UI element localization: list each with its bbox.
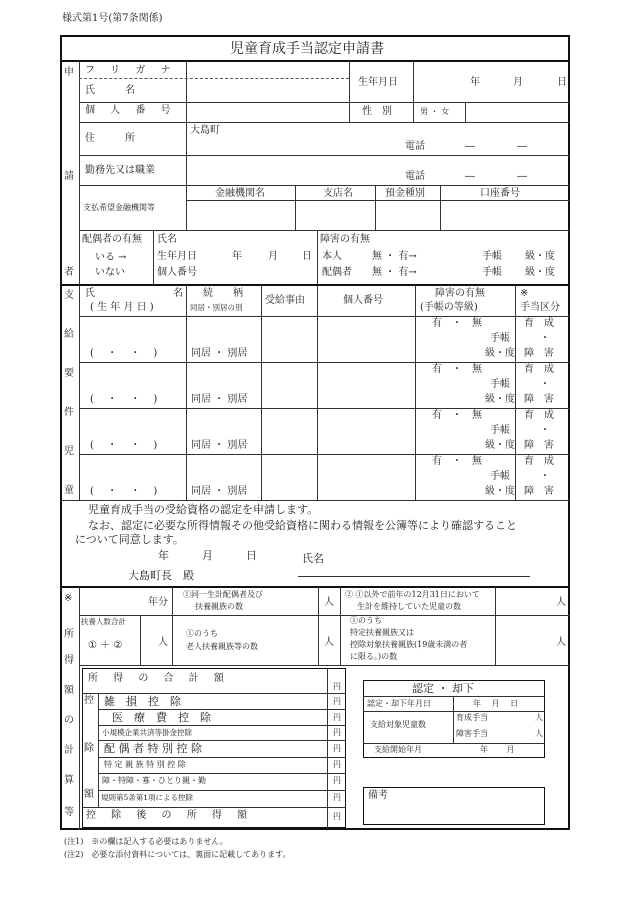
deduction-3: 小規模企業共済等掛金控除 [102,728,192,737]
dob-label: 生年月日 [358,77,398,88]
note-2: (注2) 必要な添付資料については、裏面に記載してあります。 [64,850,291,859]
child-disab-yn: 有 ・ 無 [432,364,482,375]
r2a-label: 扶養人数合計 [81,617,126,626]
child-live: 同居 ・ 別居 [191,394,248,405]
name-label: 氏 名 [85,85,135,96]
child-live: 同居 ・ 別居 [191,348,248,359]
spouse-dob-year: 年 [232,251,242,262]
bank-col-account: 口座番号 [480,188,520,199]
child-cat-a: 育 成 [524,318,554,329]
disab-spouse-grade: 級・度 [525,267,555,278]
child-dob: ( ・ ・ ) [90,440,158,451]
child-h-mark: ※ [520,288,529,299]
child-cat-b: 障 害 [524,486,554,497]
spouse-dob-month: 月 [268,251,278,262]
child-h-name: 氏 名 [85,288,183,299]
spouse-dob-label: 生年月日 [157,251,197,262]
mynumber-label: 個 人 番 号 [85,105,177,116]
count-shogai: 障害手当 [456,729,488,738]
approval-header: 認定 ・ 却下 [412,682,474,695]
count-shogai-unit: 人 [535,729,543,738]
count-ikusei: 育成手当 [456,713,488,722]
r2b-line2: 老人扶養親族等の数 [186,642,258,651]
declaration-addressee: 大島町長 殿 [128,569,194,582]
declaration-line1: 児童育成手当の受給資格の認定を申請します。 [88,503,319,516]
approval-date-value: 年 月 日 [473,699,519,708]
nendo-label: 年分 [148,597,168,608]
child-h-mynumber: 個人番号 [343,295,383,306]
r1c-line2: 生計を維持していた児童の数 [357,602,461,611]
child-notebook: 手帳 [490,471,510,482]
deduct-char-2: 除 [84,743,94,754]
declaration-line3: について同意します。 [75,533,184,546]
deduction-2: 医 療 費 控 除 [112,711,211,724]
spouse-yes: いる → [95,252,127,263]
child-cat-b: 障 害 [524,348,554,359]
side-label-sha: 者 [64,267,74,278]
dob-day: 日 [557,77,567,88]
form-number: 様式第1号(第7条関係) [62,13,163,24]
r1b-line2: 扶養親族の数 [195,602,243,611]
r2c-line2: 特定扶養親族又は [350,628,414,637]
start-label: 支給開始年月 [374,745,422,754]
sex-value: 男 ・ 女 [420,107,450,116]
declaration-line2: なお、認定に必要な所得情報その他受給資格に関わる情報を公簿等により確認すること [88,519,517,532]
office-side-3: 額 [64,685,74,696]
child-cat-dot: ・ [540,471,550,482]
r2b-line1: ①のうち [186,629,218,638]
spouse-no: いない [95,267,125,278]
child-h-disab: 障害の有無 [435,288,485,299]
bank-col-type: 預金種別 [385,188,425,199]
spouse-name-label: 氏名 [157,234,177,245]
child-dob: ( ・ ・ ) [90,348,158,359]
child-grade: 級・度 [485,486,515,497]
deduction-3-yen: 円 [333,728,341,737]
r2c-line4: に限る。)の数 [350,652,398,661]
address-tel-dash1: ― [465,141,475,152]
address-value: 大島町 [190,125,220,136]
sex-label: 性 別 [362,106,392,117]
disab-spouse-value: 無 ・ 有→ [372,267,417,278]
r2a-value: ① ＋ ② [88,640,123,651]
child-disab-yn: 有 ・ 無 [432,456,482,467]
office-mark: ※ [64,593,73,604]
deduction-7-yen: 円 [333,793,341,802]
r1b-line1: ①同一生計配偶者及び [183,590,263,599]
office-side-6: 算 [64,775,74,786]
child-live: 同居 ・ 別居 [191,486,248,497]
child-side-3: 要 [64,368,74,379]
side-label-sei: 請 [64,171,74,182]
child-cat-b: 障 害 [524,394,554,405]
child-dob: ( ・ ・ ) [90,394,158,405]
deduction-5-yen: 円 [333,760,341,769]
deduction-1-yen: 円 [333,697,341,706]
child-side-6: 童 [64,485,74,496]
child-grade: 級・度 [485,394,515,405]
spouse-has-label: 配偶者の有無 [82,234,142,245]
dob-year: 年 [470,77,480,88]
deduction-4-yen: 円 [333,744,341,753]
deduction-4: 配 偶 者 特 別 控 除 [104,742,202,755]
r2b-unit: 人 [324,637,334,648]
form-title: 児童育成手当認定申請書 [230,41,384,57]
r1b-unit: 人 [324,597,334,608]
child-h-rel-sub: 同居・別居の別 [190,303,243,312]
spouse-mynumber-label: 個人番号 [157,267,197,278]
approval-date-label: 認定・却下年月日 [367,699,431,708]
child-cat-a: 育 成 [524,364,554,375]
employer-label: 勤務先又は職業 [85,165,155,176]
child-live: 同居 ・ 別居 [191,440,248,451]
child-side-4: 件 [64,407,74,418]
signature-label: 氏名 [302,552,324,565]
disab-self-notebook: 手帳 [482,251,502,262]
r1c-line1: ② ①以外で前年の12月31日において [345,590,480,599]
declaration-date: 年 月 日 [158,549,257,562]
deduction-1: 雑 損 控 除 [104,695,181,708]
child-notebook: 手帳 [490,379,510,390]
deduction-2-yen: 円 [333,713,341,722]
child-cat-dot: ・ [540,425,550,436]
employer-tel-dash1: ― [465,171,475,182]
child-side-1: 支 [64,290,74,301]
r2c-line1: ①のうち [350,616,382,625]
child-cat-dot: ・ [540,379,550,390]
child-disab-yn: 有 ・ 無 [432,318,482,329]
child-notebook: 手帳 [490,333,510,344]
employer-tel-dash2: ― [517,171,527,182]
dob-month: 月 [513,77,523,88]
office-side-7: 等 [64,807,74,818]
child-cat-b: 障 害 [524,440,554,451]
child-h-dob: ( 生 年 月 日 ) [90,302,154,313]
r2c-line3: 控除対象扶養親族(19歳未満の者 [350,640,468,649]
deduction-6-yen: 円 [333,776,341,785]
child-h-cat: 手当区分 [520,302,560,313]
side-label-shin: 申 [64,67,74,78]
after-deduction-label: 控 除 後 の 所 得 額 [86,810,254,821]
disab-self-value: 無 ・ 有→ [372,251,417,262]
disab-spouse-label: 配偶者 [322,267,352,278]
income-total-label: 所 得 の 合 計 額 [88,673,230,684]
disab-self-grade: 級・度 [525,251,555,262]
child-h-reason: 受給事由 [265,295,305,306]
deduction-7: 規則第5条第1項による控除 [101,793,194,802]
bank-label: 支払希望金融機関等 [83,203,155,212]
remarks-label: 備考 [368,790,388,801]
deduct-char-1: 控 [84,695,94,706]
disab-self-label: 本人 [322,251,342,262]
office-side-4: の [64,715,74,726]
r2a-unit: 人 [158,637,168,648]
deduct-char-3: 額 [84,789,94,800]
child-grade: 級・度 [485,440,515,451]
child-cat-dot: ・ [540,333,550,344]
count-label: 支給対象児童数 [370,720,426,729]
employer-tel-label: 電話 [405,171,425,182]
bank-col-branch: 支店名 [323,188,353,199]
bank-col-name: 金融機関名 [215,188,265,199]
start-value: 年 月 [480,745,515,754]
address-tel-dash2: ― [517,141,527,152]
child-cat-a: 育 成 [524,410,554,421]
office-side-2: 得 [64,655,74,666]
child-h-disab-sub: (手帳の等級) [420,302,478,313]
count-ikusei-unit: 人 [535,713,543,722]
r2c-unit: 人 [556,637,566,648]
child-dob: ( ・ ・ ) [90,486,158,497]
child-cat-a: 育 成 [524,456,554,467]
child-side-2: 給 [64,329,74,340]
spouse-disability-label: 障害の有無 [320,234,370,245]
income-total-yen: 円 [333,682,341,691]
furigana-label: フ リ ガ ナ [85,65,177,76]
r1c-unit: 人 [556,597,566,608]
deduction-6: 障・特障・寡・ひとり親・勤 [102,776,206,785]
address-label: 住 所 [85,133,135,144]
disab-spouse-notebook: 手帳 [482,267,502,278]
office-side-1: 所 [64,629,74,640]
note-1: (注1) ※の欄は記入する必要はありません。 [64,837,228,846]
after-deduction-yen: 円 [333,812,341,821]
child-notebook: 手帳 [490,425,510,436]
child-disab-yn: 有 ・ 無 [432,410,482,421]
deduction-5: 特 定 親 族 特 別 控 除 [104,760,186,769]
child-side-5: 児 [64,446,74,457]
address-tel-label: 電話 [405,141,425,152]
spouse-dob-day: 日 [302,251,312,262]
office-side-5: 計 [64,745,74,756]
child-h-rel: 続 柄 [203,288,243,299]
child-grade: 級・度 [485,348,515,359]
